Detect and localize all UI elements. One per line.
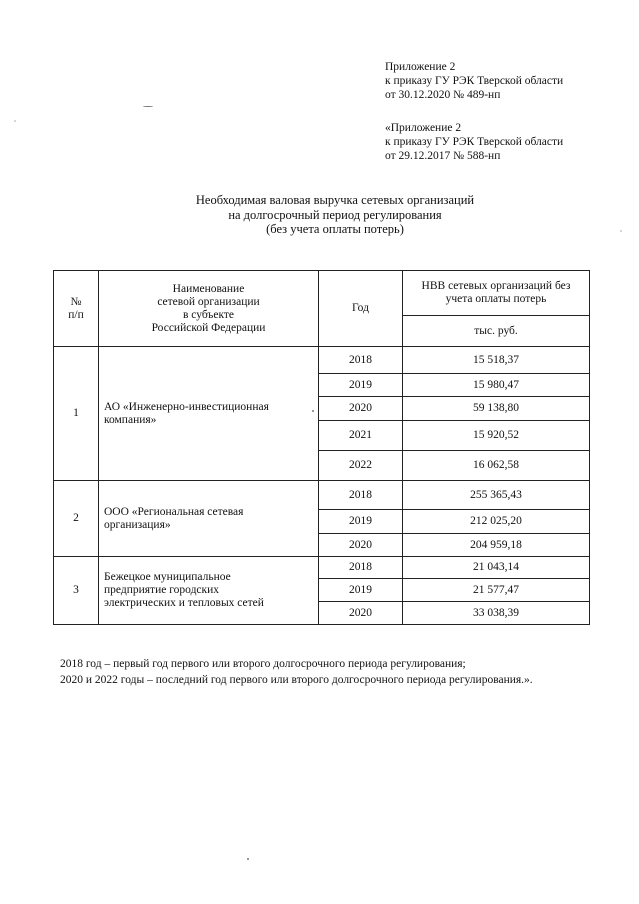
row-year: 2020 xyxy=(319,534,403,557)
row-value: 15 920,52 xyxy=(403,421,590,451)
header-nvv: НВВ сетевых организаций без учета оплаты потерь xyxy=(403,271,590,316)
table-header-row xyxy=(54,271,590,316)
appendix-header-current xyxy=(385,60,563,102)
row-org-name: ООО «Региональная сетевая организация» xyxy=(99,481,319,557)
table-row xyxy=(54,557,590,579)
row-year: 2018 xyxy=(319,557,403,579)
appendix-header-line: к приказу ГУ РЭК Тверской области xyxy=(385,75,564,87)
scan-speck xyxy=(312,410,314,412)
row-value: 15 518,37 xyxy=(403,347,590,374)
row-year: 2018 xyxy=(319,481,403,510)
row-year: 2020 xyxy=(319,602,403,625)
title-line: Необходимая валовая выручка сетевых организаций xyxy=(195,193,475,207)
row-value: 204 959,18 xyxy=(403,534,590,557)
header-num: № п/п xyxy=(54,271,99,347)
row-year: 2018 xyxy=(319,347,403,374)
header-org-name: Наименование сетевой организации в субъекте Российской Федерации xyxy=(99,271,319,347)
row-org-name: АО «Инженерно-инвестиционная компания» xyxy=(99,347,319,481)
row-value: 15 980,47 xyxy=(403,374,590,397)
scan-speck xyxy=(620,230,622,232)
row-org-name: Бежецкое муниципальное предприятие городских электрических и тепловых сетей xyxy=(99,557,319,625)
footnote-line: 2020 и 2022 годы – последний год первого или второго долгосрочного периода регулирования.». xyxy=(60,674,533,686)
appendix-header-line: к приказу ГУ РЭК Тверской области xyxy=(385,136,564,148)
row-value: 21 577,47 xyxy=(403,579,590,602)
appendix-header-line: от 29.12.2017 № 588-нп xyxy=(385,150,501,162)
row-year: 2021 xyxy=(319,421,403,451)
document-title xyxy=(120,193,550,237)
title-line: на долгосрочный период регулирования xyxy=(228,207,442,222)
scan-speck xyxy=(247,858,249,860)
title-line: (без учета оплаты потерь) xyxy=(266,222,404,236)
row-year: 2022 xyxy=(319,451,403,481)
footnote-line: 2018 год – первый год первого или второго долгосрочного периода регулирования; xyxy=(60,658,466,670)
scan-speck xyxy=(14,120,16,122)
row-year: 2019 xyxy=(319,374,403,397)
row-num: 1 xyxy=(54,347,99,481)
row-year: 2019 xyxy=(319,510,403,534)
appendix-header-line: Приложение 2 xyxy=(385,61,456,73)
row-value: 255 365,43 xyxy=(403,481,590,510)
row-value: 59 138,80 xyxy=(403,397,590,421)
row-value: 21 043,14 xyxy=(403,557,590,579)
appendix-header-line: от 30.12.2020 № 489-нп xyxy=(385,89,501,101)
row-value: 16 062,58 xyxy=(403,451,590,481)
footnotes xyxy=(60,656,533,688)
row-num: 3 xyxy=(54,557,99,625)
scan-speck xyxy=(143,106,153,107)
header-unit: тыс. руб. xyxy=(403,316,590,347)
header-year: Год xyxy=(319,271,403,347)
row-num: 2 xyxy=(54,481,99,557)
appendix-header-previous xyxy=(385,121,563,163)
row-value: 212 025,20 xyxy=(403,510,590,534)
row-value: 33 038,39 xyxy=(403,602,590,625)
row-year: 2019 xyxy=(319,579,403,602)
row-year: 2020 xyxy=(319,397,403,421)
table-row xyxy=(54,481,590,510)
nvv-table xyxy=(53,270,590,625)
table-row xyxy=(54,347,590,374)
appendix-header-line: «Приложение 2 xyxy=(385,122,462,134)
